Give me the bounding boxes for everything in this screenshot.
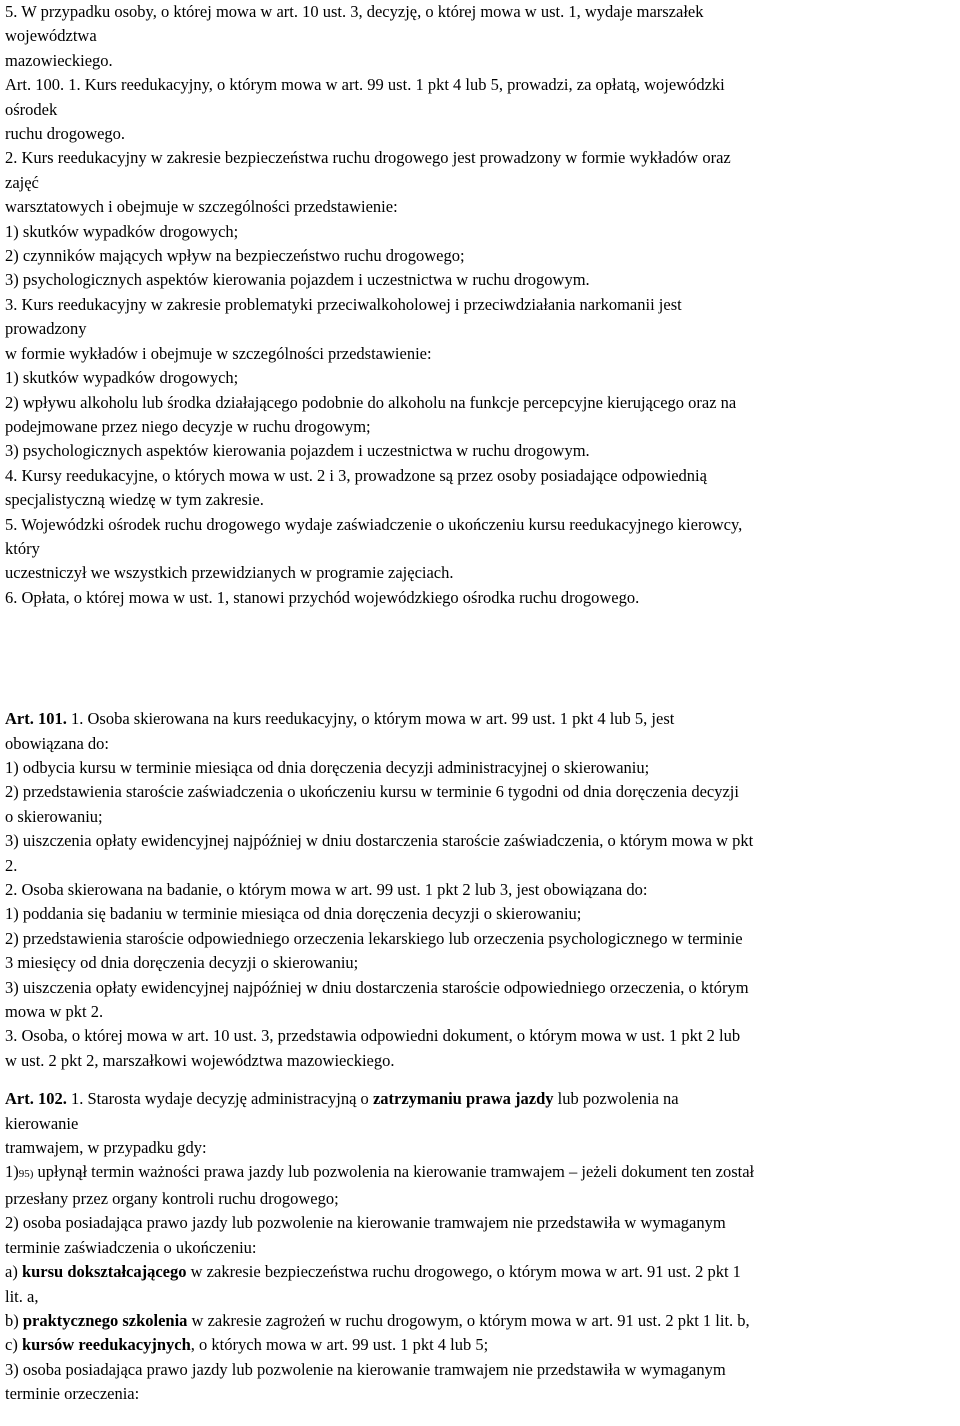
text-line: w ust. 2 pkt 2, marszałkowi województwa mazowieckiego. xyxy=(5,1050,395,1070)
text-line: mazowieckiego. xyxy=(5,50,113,70)
bold-term: kursu dokształcającego xyxy=(21,1262,187,1282)
article-102-block xyxy=(5,1087,960,1406)
article-99-100-block xyxy=(5,0,960,610)
text-line: kierowanie xyxy=(5,1113,79,1133)
text-line: 3) uiszczenia opłaty ewidencyjnej najpóźniej w dniu dostarczenia staroście zaświadczenia, o którym mowa w pkt xyxy=(5,831,754,851)
text-line: terminie orzeczenia: xyxy=(5,1384,140,1404)
text-fragment: w zakresie bezpieczeństwa ruchu drogowego, o którym mowa w art. 91 ust. 2 pkt 1 xyxy=(186,1262,741,1282)
text-fragment: a) xyxy=(5,1262,22,1282)
text-line: 2. Kurs reedukacyjny w zakresie bezpieczeństwa ruchu drogowego jest prowadzony w formie wykładów oraz xyxy=(5,148,731,168)
text-line: 3) psychologicznych aspektów kierowania pojazdem i uczestnictwa w ruchu drogowym. xyxy=(5,441,590,461)
text-line: ośrodek xyxy=(5,99,58,119)
text-line: 3. Osoba, o której mowa w art. 10 ust. 3, przedstawia odpowiedni dokument, o którym mowa w ust. 1 pkt 2 lub xyxy=(5,1026,741,1046)
text-line: który xyxy=(5,538,40,558)
text-line xyxy=(5,1260,960,1284)
text-line: 2) przedstawienia staroście odpowiedniego orzeczenia lekarskiego lub orzeczenia psychologicznego w terminie xyxy=(5,928,743,948)
text-line: 1) odbycia kursu w terminie miesiąca od dnia doręczenia decyzji administracyjnej o skierowaniu; xyxy=(5,757,650,777)
text-line: obowiązana do: xyxy=(5,733,110,753)
text-line-with-footnote xyxy=(5,1160,960,1186)
text-line xyxy=(5,1333,960,1357)
text-line: 3) psychologicznych aspektów kierowania pojazdem i uczestnictwa w ruchu drogowym. xyxy=(5,270,590,290)
text-fragment: w zakresie zagrożeń w ruchu drogowym, o którym mowa w art. 91 ust. 2 pkt 1 lit. b, xyxy=(187,1310,750,1330)
text-line: uczestniczył we wszystkich przewidzianych w programie zajęciach. xyxy=(5,563,454,583)
text-line: 1) skutków wypadków drogowych; xyxy=(5,221,239,241)
article-102-heading: Art. 102. xyxy=(5,1089,67,1109)
text-line: 2) osoba posiadająca prawo jazdy lub pozwolenie na kierowanie tramwajem nie przedstawiła w wymaganym xyxy=(5,1213,726,1233)
section-spacer xyxy=(5,1073,960,1087)
text-fragment: lub pozwolenia na xyxy=(553,1089,679,1109)
bold-term: zatrzymaniu prawa jazdy xyxy=(372,1089,554,1109)
text-line: 3) osoba posiadająca prawo jazdy lub pozwolenie na kierowanie tramwajem nie przedstawiła w wymaganym xyxy=(5,1359,726,1379)
text-line: 1) poddania się badaniu w terminie miesiąca od dnia doręczenia decyzji o skierowaniu; xyxy=(5,904,582,924)
text-line: 3) uiszczenia opłaty ewidencyjnej najpóźniej w dniu dostarczenia staroście odpowiedniego orzeczenia, o którym xyxy=(5,977,749,997)
footnote-ref: 95) xyxy=(18,1168,34,1181)
bold-term: praktycznego szkolenia xyxy=(22,1310,188,1330)
bold-term: kursów reedukacyjnych xyxy=(21,1335,191,1355)
text-fragment: upłynął termin ważności prawa jazdy lub pozwolenia na kierowanie tramwajem – jeżeli dokument ten został xyxy=(33,1162,755,1182)
text-line: prowadzony xyxy=(5,319,87,339)
text-line: 2. Osoba skierowana na badanie, o którym mowa w art. 99 ust. 1 pkt 2 lub 3, jest obowiązana do: xyxy=(5,880,648,899)
text-line: mowa w pkt 2. xyxy=(5,1002,104,1022)
text-line: o skierowaniu; xyxy=(5,806,103,826)
text-line: terminie zaświadczenia o ukończeniu: xyxy=(5,1237,257,1257)
text-line: tramwajem, w przypadku gdy: xyxy=(5,1138,207,1158)
text-line xyxy=(5,1309,960,1333)
article-101-block xyxy=(5,707,960,1073)
text-fragment: 1. Osoba skierowana na kurs reedukacyjny, o którym mowa w art. 99 ust. 1 pkt 4 lub 5, jest xyxy=(66,709,675,729)
text-fragment: , o których mowa w art. 99 ust. 1 pkt 4 lub 5; xyxy=(190,1335,489,1355)
text-line: 2) wpływu alkoholu lub środka działającego podobnie do alkoholu na funkcje percepcyjne kierującego oraz na xyxy=(5,392,737,412)
text-line: 2) przedstawienia staroście zaświadczenia o ukończeniu kursu w terminie 6 tygodni od dnia doręczenia decyzji xyxy=(5,782,739,802)
text-line: podejmowane przez niego decyzje w ruchu drogowym; xyxy=(5,416,371,436)
text-fragment: b) xyxy=(5,1310,23,1330)
text-line: województwa xyxy=(5,26,97,46)
text-line: 2) czynników mających wpływ na bezpieczeństwo ruchu drogowego; xyxy=(5,246,465,266)
text-line: lit. a, xyxy=(5,1286,39,1306)
article-101-first-line xyxy=(5,707,960,731)
article-101-heading: Art. 101. xyxy=(5,709,67,729)
text-line: w formie wykładów i obejmuje w szczególności przedstawienie: xyxy=(5,343,432,363)
text-fragment: 1. Starosta wydaje decyzję administracyjną o xyxy=(66,1089,373,1109)
text-line: przesłany przez organy kontroli ruchu drogowego; xyxy=(5,1188,339,1208)
text-line: ruchu drogowego. xyxy=(5,124,126,144)
text-line: warsztatowych i obejmuje w szczególności przedstawienie: xyxy=(5,197,398,217)
text-line: 3 miesięcy od dnia doręczenia decyzji o skierowaniu; xyxy=(5,953,359,973)
text-line: Art. 100. 1. Kurs reedukacyjny, o którym mowa w art. 99 ust. 1 pkt 4 lub 5, prowadzi, za opłatą, wojewódzki xyxy=(5,75,725,95)
section-spacer xyxy=(5,610,960,707)
article-102-first-line xyxy=(5,1087,960,1111)
text-fragment: c) xyxy=(5,1335,22,1355)
document-page xyxy=(5,0,960,1407)
text-line: 1) skutków wypadków drogowych; xyxy=(5,368,239,388)
text-line: 6. Opłata, o której mowa w ust. 1, stanowi przychód wojewódzkiego ośrodka ruchu drogowego. xyxy=(5,587,640,607)
text-fragment: 1) xyxy=(5,1162,19,1182)
text-line: 2. xyxy=(5,855,18,875)
text-line: 4. Kursy reedukacyjne, o których mowa w ust. 2 i 3, prowadzone są przez osoby posiadające odpowiednią xyxy=(5,465,707,485)
text-line: specjalistyczną wiedzę w tym zakresie. xyxy=(5,490,264,510)
text-line: 3. Kurs reedukacyjny w zakresie problematyki przeciwalkoholowej i przeciwdziałania narkomanii jest xyxy=(5,294,682,314)
text-line: 5. W przypadku osoby, o której mowa w art. 10 ust. 3, decyzję, o której mowa w ust. 1, wydaje marszałek xyxy=(5,2,704,21)
text-line: 5. Wojewódzki ośrodek ruchu drogowego wydaje zaświadczenie o ukończeniu kursu reedukacyjnego kierowcy, xyxy=(5,514,743,534)
text-line: zajęć xyxy=(5,172,39,192)
